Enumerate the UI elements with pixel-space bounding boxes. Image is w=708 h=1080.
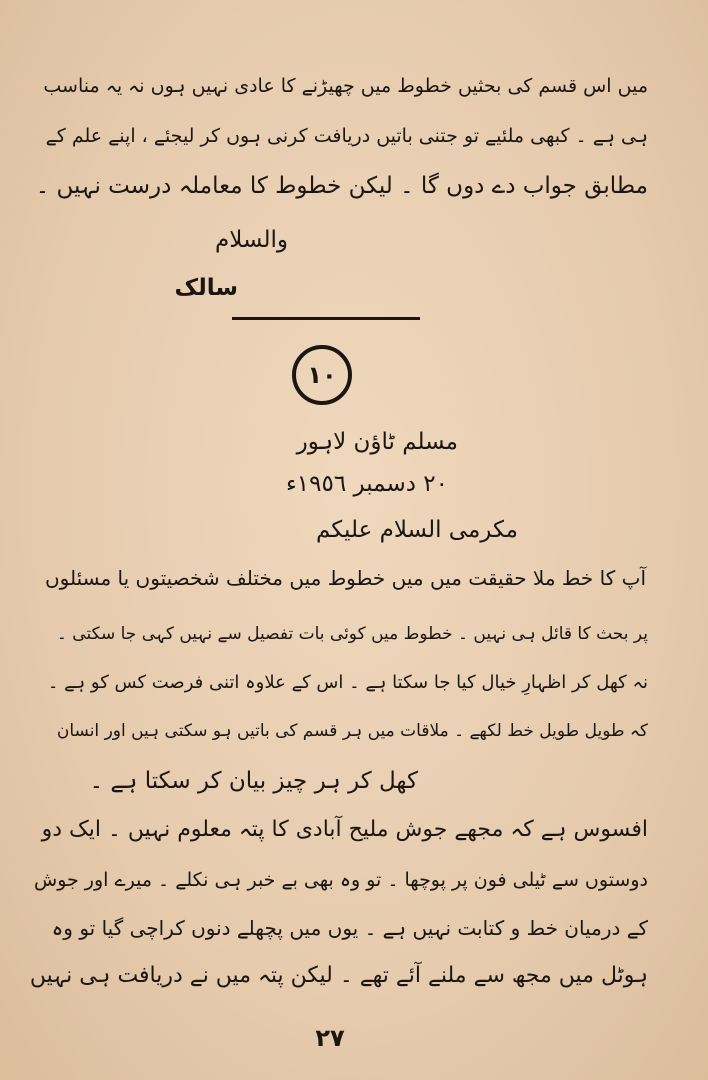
body-paragraph-2-line-3: کے درمیان خط و کتابت نہیں ہے ۔ یوں میں پچھلے دنوں کراچی گیا تو وہ (51, 916, 648, 940)
body-paragraph-1-line-3: نہ کھل کر اظہارِ خیال کیا جا سکتا ہے ۔ اس کے علاوہ اتنی فرصت کس کو ہے ۔ (47, 672, 648, 693)
page-number: ٢٧ (315, 1024, 345, 1052)
body-paragraph-2-line-1: افسوس ہے کہ مجھے جوش ملیح آبادی کا پتہ معلوم نہیں ۔ ایک دو (41, 817, 648, 842)
letter-number: ١٠ (307, 361, 337, 389)
closing: والسلام (215, 227, 288, 253)
body-paragraph-1-line-4: کہ طویل طویل خط لکھے ۔ ملاقات میں ہر قسم کی باتیں ہو سکتی ہیں اور انسان (56, 721, 648, 741)
date: ٢٠ دسمبر ١٩٥٦ء (285, 471, 448, 497)
top-paragraph-line-2: ہی ہے ۔ کبھی ملئیے تو جتنی باتیں دریافت کرنی ہوں کر لیجئے ، اپنے علم کے (45, 125, 648, 147)
body-paragraph-2-line-4: ہوٹل میں مجھ سے ملنے آئے تھے ۔ لیکن پتہ میں نے دریافت ہی نہیں (29, 963, 648, 988)
body-paragraph-1-line-2: پر بحث کا قائل ہی نہیں ۔ خطوط میں کوئی بات تفصیل سے نہیں کہی جا سکتی ۔ (56, 624, 648, 644)
letter-number-badge (292, 345, 352, 405)
body-paragraph-1-line-5: کھل کر ہر چیز بیان کر سکتا ہے ۔ (89, 768, 418, 794)
top-paragraph-line-3: مطابق جواب دے دوں گا ۔ لیکن خطوط کا معاملہ درست نہیں ۔ (35, 173, 648, 199)
signature: سالک (174, 275, 238, 301)
address: مسلم ٹاؤن لاہور (296, 429, 458, 455)
salutation: مکرمی السلام علیکم (316, 517, 518, 543)
body-paragraph-1-line-1: آپ کا خط ملا حقیقت میں میں خطوط میں مختلف شخصیتوں یا مسئلوں (44, 566, 646, 590)
top-paragraph-line-1: میں اس قسم کی بحثیں خطوط میں چھیڑنے کا عادی نہیں ہوں نہ یہ مناسب (43, 75, 648, 97)
section-divider (232, 317, 420, 320)
body-paragraph-2-line-2: دوستوں سے ٹیلی فون پر پوچھا ۔ تو وہ بھی بے خبر ہی نکلے ۔ میرے اور جوش (34, 869, 648, 891)
